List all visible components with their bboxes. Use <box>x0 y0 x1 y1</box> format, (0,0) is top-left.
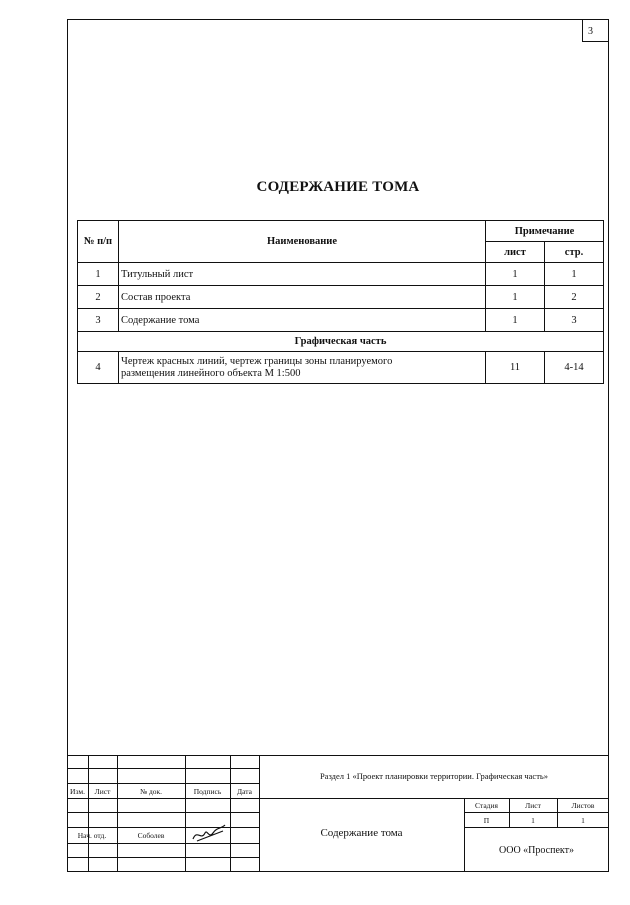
row-sheet: 1 <box>486 286 545 309</box>
stamp-col-doc: № док. <box>139 787 163 796</box>
document-title: Содержание тома <box>320 827 403 839</box>
title-block <box>67 755 609 872</box>
table-row <box>78 286 604 309</box>
stamp-col-list: Лист <box>94 787 111 796</box>
row-page: 4-14 <box>545 352 604 384</box>
stamp-mid-border <box>67 798 609 799</box>
section-row <box>78 332 604 352</box>
signature-mark <box>189 821 229 845</box>
row-page: 1 <box>545 263 604 286</box>
table-header-row <box>78 221 604 242</box>
page-number: 3 <box>582 20 609 42</box>
table-row <box>78 309 604 332</box>
page-title: СОДЕРЖАНИЕ ТОМА <box>256 179 420 195</box>
header-name: Наименование <box>119 221 486 263</box>
row-page: 3 <box>545 309 604 332</box>
stamp-role: Нач. отд. <box>77 831 107 840</box>
stamp-col-date: Дата <box>237 787 252 796</box>
row-num: 2 <box>78 286 119 309</box>
header-sheet: лист <box>486 242 545 263</box>
header-num: № п/п <box>78 221 119 263</box>
stamp-col-izm: Изм. <box>70 787 85 796</box>
stamp-col-line <box>185 755 186 872</box>
stamp-col-line <box>230 755 231 872</box>
row-name <box>119 352 486 384</box>
page-frame <box>67 19 609 872</box>
row-num: 4 <box>78 352 119 384</box>
row-name: Состав проекта <box>119 286 486 309</box>
stage-label: Стадия <box>475 801 498 810</box>
sheets-value: 1 <box>581 816 585 825</box>
row-name-line: размещения линейного объекта М 1:500 <box>121 367 301 379</box>
header-note: Примечание <box>486 221 604 242</box>
table-row <box>78 352 604 384</box>
row-name: Содержание тома <box>119 309 486 332</box>
row-sheet: 11 <box>486 352 545 384</box>
row-page: 2 <box>545 286 604 309</box>
stamp-col-line <box>88 755 89 872</box>
section-heading: Графическая часть <box>78 332 604 352</box>
stamp-col-sign: Подпись <box>193 787 222 796</box>
company-name: ООО «Проспект» <box>499 845 574 856</box>
stage-value: П <box>483 816 490 825</box>
row-num: 3 <box>78 309 119 332</box>
stamp-row-line <box>464 812 609 813</box>
stamp-person: Соболев <box>137 831 165 840</box>
section-label: Раздел 1 «Проект планировки территории. Графическая часть» <box>319 771 549 781</box>
row-sheet: 1 <box>486 263 545 286</box>
contents-table <box>77 220 604 384</box>
table-row <box>78 263 604 286</box>
row-name: Титульный лист <box>119 263 486 286</box>
stamp-top-border <box>67 755 609 756</box>
sheets-label: Листов <box>571 801 595 810</box>
header-page: стр. <box>545 242 604 263</box>
row-num: 1 <box>78 263 119 286</box>
stamp-row-line <box>464 827 609 828</box>
row-sheet: 1 <box>486 309 545 332</box>
row-name-line: Чертеж красных линий, чертеж границы зоны планируемого <box>121 355 393 367</box>
sheet-label: Лист <box>525 801 541 810</box>
sheet-value: 1 <box>531 816 535 825</box>
stamp-col-line <box>117 755 118 872</box>
